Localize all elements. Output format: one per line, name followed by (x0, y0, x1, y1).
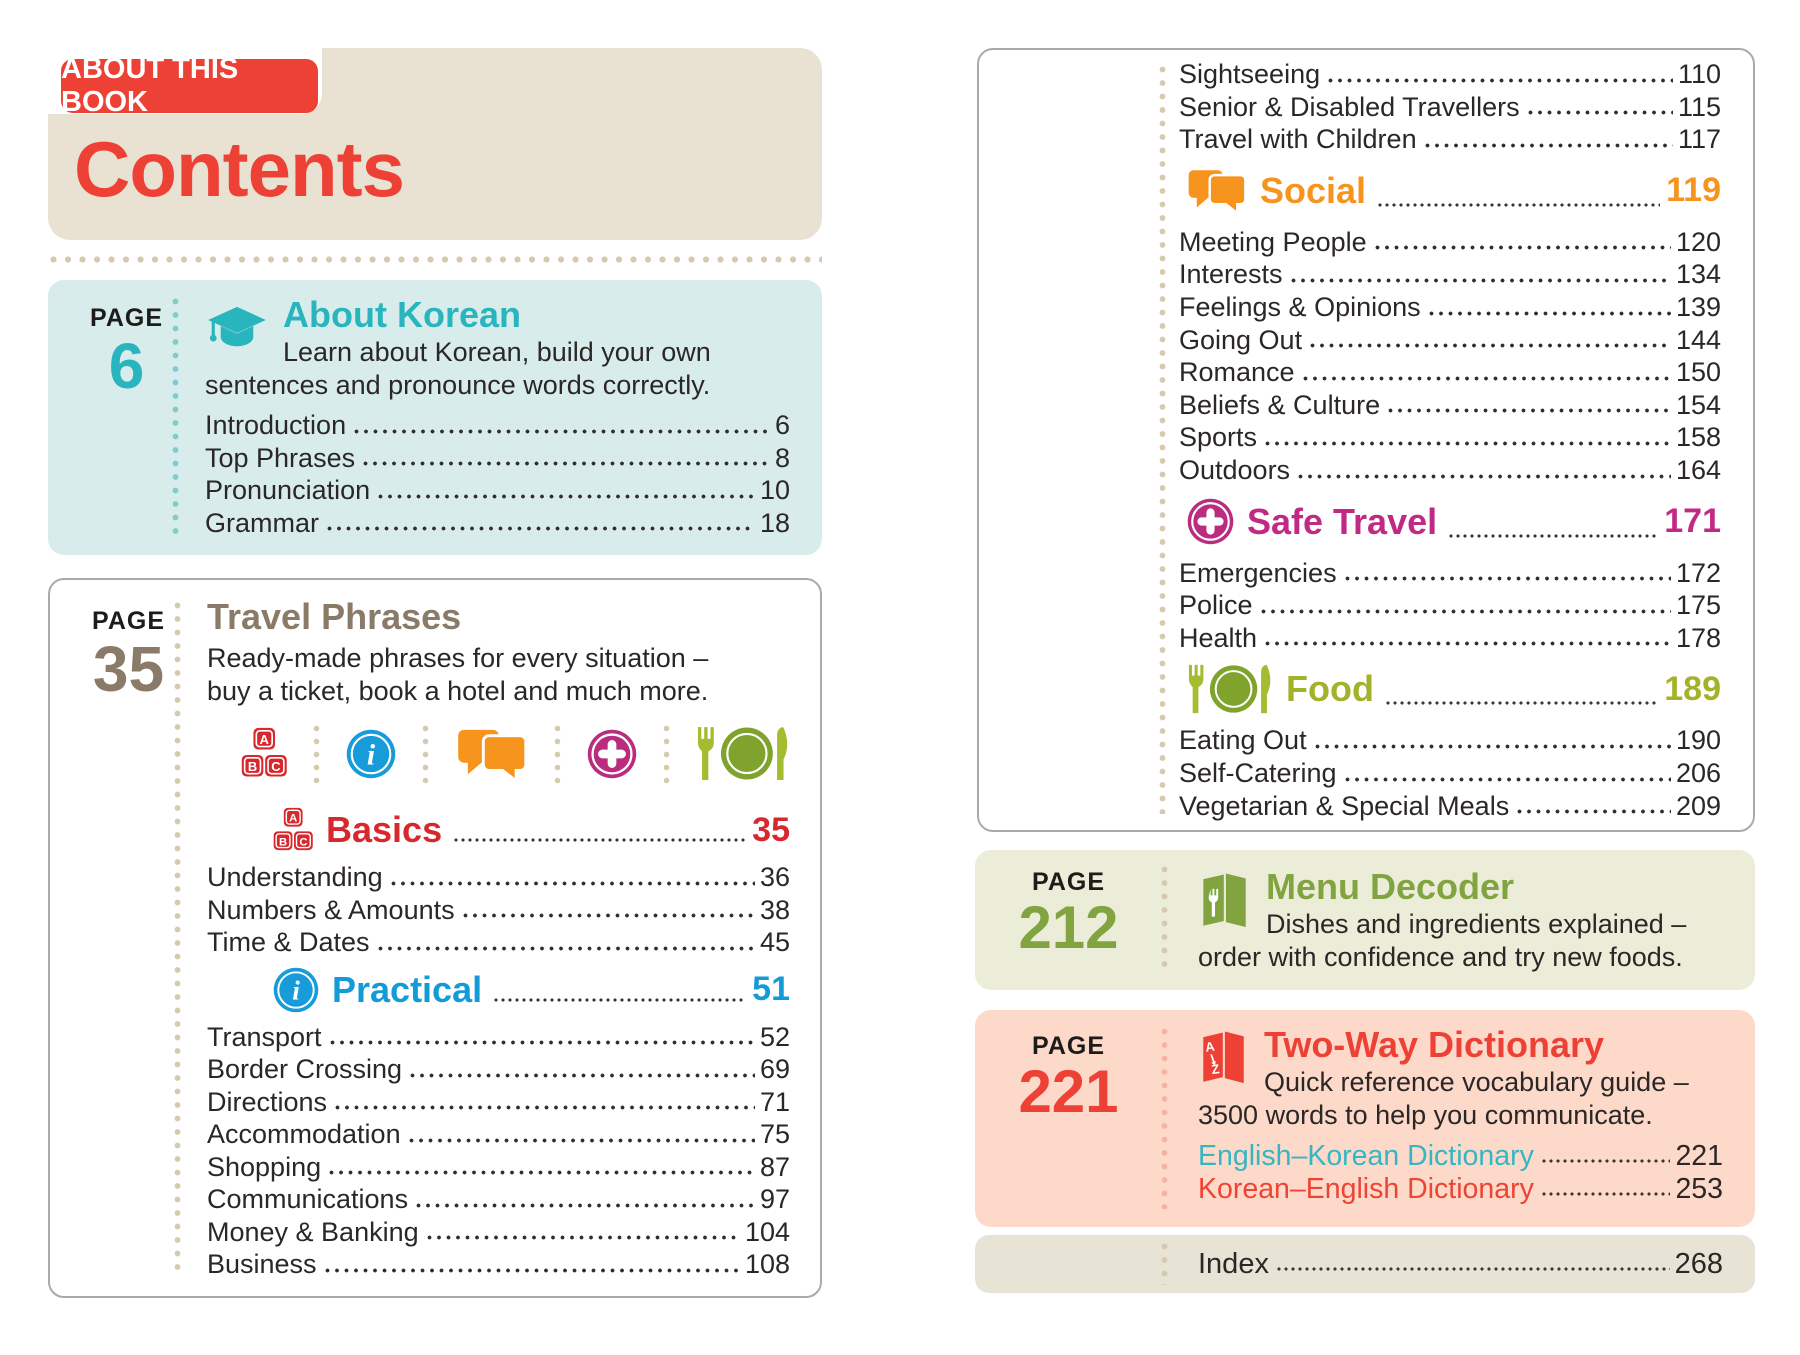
toc-entry (1179, 454, 1721, 487)
graduation-cap-icon (207, 306, 267, 360)
dictionary-book-icon (1198, 1026, 1248, 1090)
entry-page: 134 (1675, 259, 1721, 290)
dotted-rule (1161, 1243, 1168, 1285)
dot-leader (416, 1203, 755, 1208)
entry-label: Grammar (205, 507, 319, 538)
toc-entry (205, 442, 790, 475)
abc-blocks-icon (241, 727, 287, 786)
food-plate-icon (1187, 664, 1273, 714)
dot-leader (1542, 1159, 1671, 1163)
entry-page: 164 (1675, 454, 1721, 485)
dot-leader (1261, 609, 1671, 614)
dot-leader (1310, 343, 1671, 348)
toc-entry (1179, 258, 1721, 291)
entry-label: Beliefs & Culture (1179, 389, 1381, 420)
entry-page: 120 (1675, 226, 1721, 257)
entry-label: Money & Banking (207, 1216, 419, 1247)
subsection-title: Social (1260, 169, 1367, 211)
dotted-rule (1159, 66, 1166, 814)
toc-list (1179, 58, 1721, 156)
entry-label: Eating Out (1179, 725, 1307, 756)
toc-entry (1179, 421, 1721, 454)
dot-leader (330, 1040, 755, 1045)
entry-page: 158 (1675, 422, 1721, 453)
toc-entry (207, 1086, 790, 1119)
entry-page: 97 (759, 1184, 790, 1214)
toc-entry (1179, 622, 1721, 655)
dot-leader (1375, 245, 1671, 250)
dot-leader (410, 1073, 755, 1078)
dot-leader (1378, 203, 1660, 207)
page-number: 221 (1018, 1058, 1119, 1125)
subsection-food (1179, 654, 1721, 724)
toc-entry (207, 861, 790, 894)
page-indicator (48, 304, 205, 402)
toc-entry (205, 474, 790, 507)
subsection-title: Practical (332, 968, 483, 1010)
subsection-safe-travel (1179, 487, 1721, 557)
toc-entry (207, 1216, 790, 1249)
section-index (975, 1235, 1755, 1293)
toc-entry (1179, 790, 1721, 823)
toc-entry (1179, 324, 1721, 357)
dot-leader (1542, 1192, 1671, 1196)
dot-leader (454, 838, 746, 842)
section-description: Quick reference vocabulary guide – 3500 words to help you communicate. (1198, 1067, 1689, 1130)
page-title: Contents (74, 125, 404, 213)
section-description: Learn about Korean, build your own sentences and pronounce words correctly. (205, 337, 711, 400)
entry-page: 190 (1675, 725, 1721, 756)
toc-entry (207, 1053, 790, 1086)
dot-leader (1277, 1267, 1670, 1271)
toc-entry (207, 1151, 790, 1184)
entry-label: Korean–English Dictionary (1198, 1173, 1534, 1205)
dot-leader (1291, 278, 1671, 283)
toc-entry (1198, 1245, 1723, 1283)
toc-entry (1179, 757, 1721, 790)
toc-entry (1179, 91, 1721, 124)
entry-page: 206 (1675, 757, 1721, 788)
dotted-divider (554, 725, 561, 787)
section-title: Menu Decoder (1266, 866, 1515, 907)
entry-label: Romance (1179, 357, 1295, 388)
entry-page: 6 (774, 410, 790, 440)
dot-leader (1517, 809, 1671, 814)
toc-entry (1179, 123, 1721, 156)
entry-page: 178 (1675, 622, 1721, 653)
entry-label: Outdoors (1179, 454, 1291, 485)
entry-page: 144 (1675, 324, 1721, 355)
dot-leader (463, 913, 755, 918)
entry-page: 18 (759, 507, 790, 538)
section-about-korean (48, 280, 822, 555)
entry-label: Pronunciation (205, 475, 371, 505)
entry-label: Communications (207, 1184, 409, 1214)
dot-leader (494, 998, 746, 1002)
entry-label: Shopping (207, 1151, 322, 1182)
section-title: Travel Phrases (207, 596, 462, 637)
toc-entry (1198, 1140, 1723, 1173)
entry-page: 150 (1675, 357, 1721, 388)
dot-leader (1449, 534, 1658, 538)
dot-leader (1528, 110, 1673, 115)
entry-label: Sightseeing (1179, 59, 1321, 89)
dot-leader (1303, 376, 1671, 381)
toc-entry (1179, 724, 1721, 757)
dot-leader (1298, 474, 1671, 479)
dot-leader (1265, 641, 1671, 646)
chapter-icon-strip (207, 713, 790, 799)
entry-page: 115 (1677, 91, 1721, 122)
information-icon (273, 967, 319, 1013)
entry-page: 75 (759, 1119, 790, 1149)
entry-label: Vegetarian & Special Meals (1179, 790, 1510, 821)
entry-page: 38 (759, 894, 790, 925)
entry-label: Business (207, 1249, 317, 1279)
dot-leader (409, 1138, 755, 1143)
chat-bubbles-icon (1187, 167, 1247, 214)
dictionary-links (1198, 1140, 1723, 1206)
subsection-title: Basics (326, 809, 443, 850)
toc-entry (1179, 58, 1721, 91)
entry-page: 253 (1675, 1173, 1723, 1205)
dot-leader (1315, 744, 1671, 749)
entry-page: 209 (1675, 790, 1721, 821)
toc-entry (1179, 389, 1721, 422)
entry-page: 52 (759, 1021, 790, 1052)
toc-entry (1179, 356, 1721, 389)
subsection-title: Food (1286, 668, 1374, 710)
dot-leader (378, 946, 755, 951)
entry-label: Index (1198, 1248, 1269, 1280)
entry-label: Directions (207, 1086, 328, 1117)
dot-leader (1429, 311, 1671, 316)
toc-list (1179, 724, 1721, 822)
section-title: Two-Way Dictionary (1264, 1024, 1605, 1065)
dotted-divider (663, 725, 670, 787)
entry-label: Transport (207, 1021, 322, 1052)
medical-plus-icon (1187, 498, 1234, 545)
dot-leader (1345, 777, 1671, 782)
toc-entry (205, 409, 790, 442)
toc-entry (207, 1183, 790, 1216)
dot-leader (363, 461, 770, 466)
toc-entry (207, 1248, 790, 1281)
section-two-way-dictionary (975, 1010, 1755, 1227)
toc-entry (1179, 589, 1721, 622)
page-number: 6 (108, 330, 145, 402)
about-this-book-tab (61, 53, 318, 118)
entry-label: Senior & Disabled Travellers (1179, 91, 1520, 122)
subsection-page: 35 (752, 810, 790, 849)
entry-page: 69 (759, 1054, 790, 1084)
entry-page: 87 (759, 1151, 790, 1182)
dot-leader (1265, 441, 1671, 446)
entry-label: Accommodation (207, 1119, 401, 1149)
menu-book-icon (1198, 868, 1250, 934)
dot-leader (325, 1268, 740, 1273)
entry-label: Sports (1179, 422, 1258, 453)
dot-leader (378, 494, 755, 499)
entry-page: 172 (1675, 557, 1721, 588)
dot-leader (391, 881, 755, 886)
toc-entry (1179, 226, 1721, 259)
medical-plus-icon (587, 729, 637, 784)
section-title: About Korean (283, 294, 521, 335)
subsection-social (1179, 156, 1721, 226)
entry-page: 154 (1675, 389, 1721, 420)
entry-label: Feelings & Opinions (1179, 291, 1421, 322)
dotted-divider (313, 725, 320, 787)
page-label: PAGE (1032, 868, 1105, 896)
food-plate-icon (696, 726, 790, 786)
entry-page: 71 (759, 1086, 790, 1117)
page-indicator (975, 868, 1162, 959)
subsection-title: Safe Travel (1247, 500, 1438, 542)
toc-entry (1179, 557, 1721, 590)
entry-label: Top Phrases (205, 442, 356, 473)
dot-leader (1386, 701, 1658, 705)
toc-entry (207, 1118, 790, 1151)
entry-label: Self-Catering (1179, 757, 1337, 788)
entry-label: Emergencies (1179, 557, 1337, 588)
entry-page: 36 (759, 862, 790, 892)
page-number: 35 (92, 633, 165, 705)
toc-list (1179, 226, 1721, 487)
page-label: PAGE (1032, 1032, 1105, 1060)
dot-leader (329, 1170, 755, 1175)
toc-entry (207, 926, 790, 959)
entry-label: Time & Dates (207, 927, 370, 957)
toc-list (1179, 557, 1721, 655)
dot-leader (1388, 408, 1671, 413)
entry-label: Travel with Children (1179, 124, 1417, 155)
dotted-rule (172, 298, 179, 537)
dot-leader (327, 526, 755, 531)
dot-leader (427, 1235, 740, 1240)
entry-page: 110 (1677, 59, 1721, 89)
entry-label: Understanding (207, 862, 383, 892)
dotted-rule (1161, 1028, 1168, 1209)
toc-list (205, 409, 790, 539)
dotted-rule (1161, 866, 1168, 974)
dot-leader (354, 429, 770, 434)
subsection-page: 119 (1666, 171, 1721, 210)
dotted-separator (50, 256, 822, 263)
entry-page: 268 (1674, 1248, 1723, 1280)
toc-list (207, 1021, 790, 1281)
chat-bubbles-icon (456, 726, 528, 787)
entry-page: 221 (1675, 1140, 1723, 1172)
section-description: Dishes and ingredients explained – order with confidence and try new foods. (1198, 909, 1687, 972)
section-description: Ready-made phrases for every situation – buy a ticket, book a hotel and much more. (207, 643, 709, 706)
entry-page: 117 (1677, 124, 1721, 155)
entry-label: Border Crossing (207, 1054, 403, 1084)
toc-entry (207, 1021, 790, 1054)
entry-page: 8 (774, 442, 790, 473)
dot-leader (1345, 576, 1671, 581)
section-travel-phrases-continued (977, 48, 1755, 832)
entry-label: Meeting People (1179, 226, 1367, 257)
tab-label: ABOUT THIS BOOK (61, 53, 239, 118)
toc-list (207, 861, 790, 959)
entry-label: Police (1179, 590, 1253, 621)
toc-entry (207, 894, 790, 927)
subsection-page: 51 (752, 970, 790, 1008)
toc-entry (205, 507, 790, 540)
entry-label: Going Out (1179, 324, 1303, 355)
dot-leader (1328, 78, 1673, 83)
subsection-basics (207, 799, 790, 861)
page-label: PAGE (90, 304, 163, 332)
entry-label: Introduction (205, 410, 347, 440)
entry-label: English–Korean Dictionary (1198, 1140, 1534, 1172)
page-indicator (50, 607, 207, 705)
page-number: 212 (1018, 894, 1119, 961)
dot-leader (335, 1105, 755, 1110)
entry-page: 10 (759, 475, 790, 505)
abc-blocks-icon (273, 807, 313, 854)
information-icon (346, 729, 396, 784)
page-indicator (975, 1032, 1162, 1123)
section-travel-phrases (48, 578, 822, 1298)
entry-page: 108 (744, 1249, 790, 1279)
dot-leader (1425, 143, 1673, 148)
toc-entry (1179, 291, 1721, 324)
page-label: PAGE (92, 607, 165, 635)
toc-entry (1198, 1173, 1723, 1206)
subsection-page: 189 (1664, 669, 1721, 708)
entry-page: 45 (759, 927, 790, 957)
entry-label: Health (1179, 622, 1258, 653)
entry-label: Numbers & Amounts (207, 894, 455, 925)
subsection-page: 171 (1664, 502, 1721, 541)
subsection-practical (207, 959, 790, 1021)
dotted-divider (422, 725, 429, 787)
dotted-rule (174, 602, 181, 1274)
entry-page: 139 (1675, 291, 1721, 322)
section-menu-decoder (975, 850, 1755, 990)
entry-page: 175 (1675, 590, 1721, 621)
entry-page: 104 (744, 1216, 790, 1247)
entry-label: Interests (1179, 259, 1283, 290)
